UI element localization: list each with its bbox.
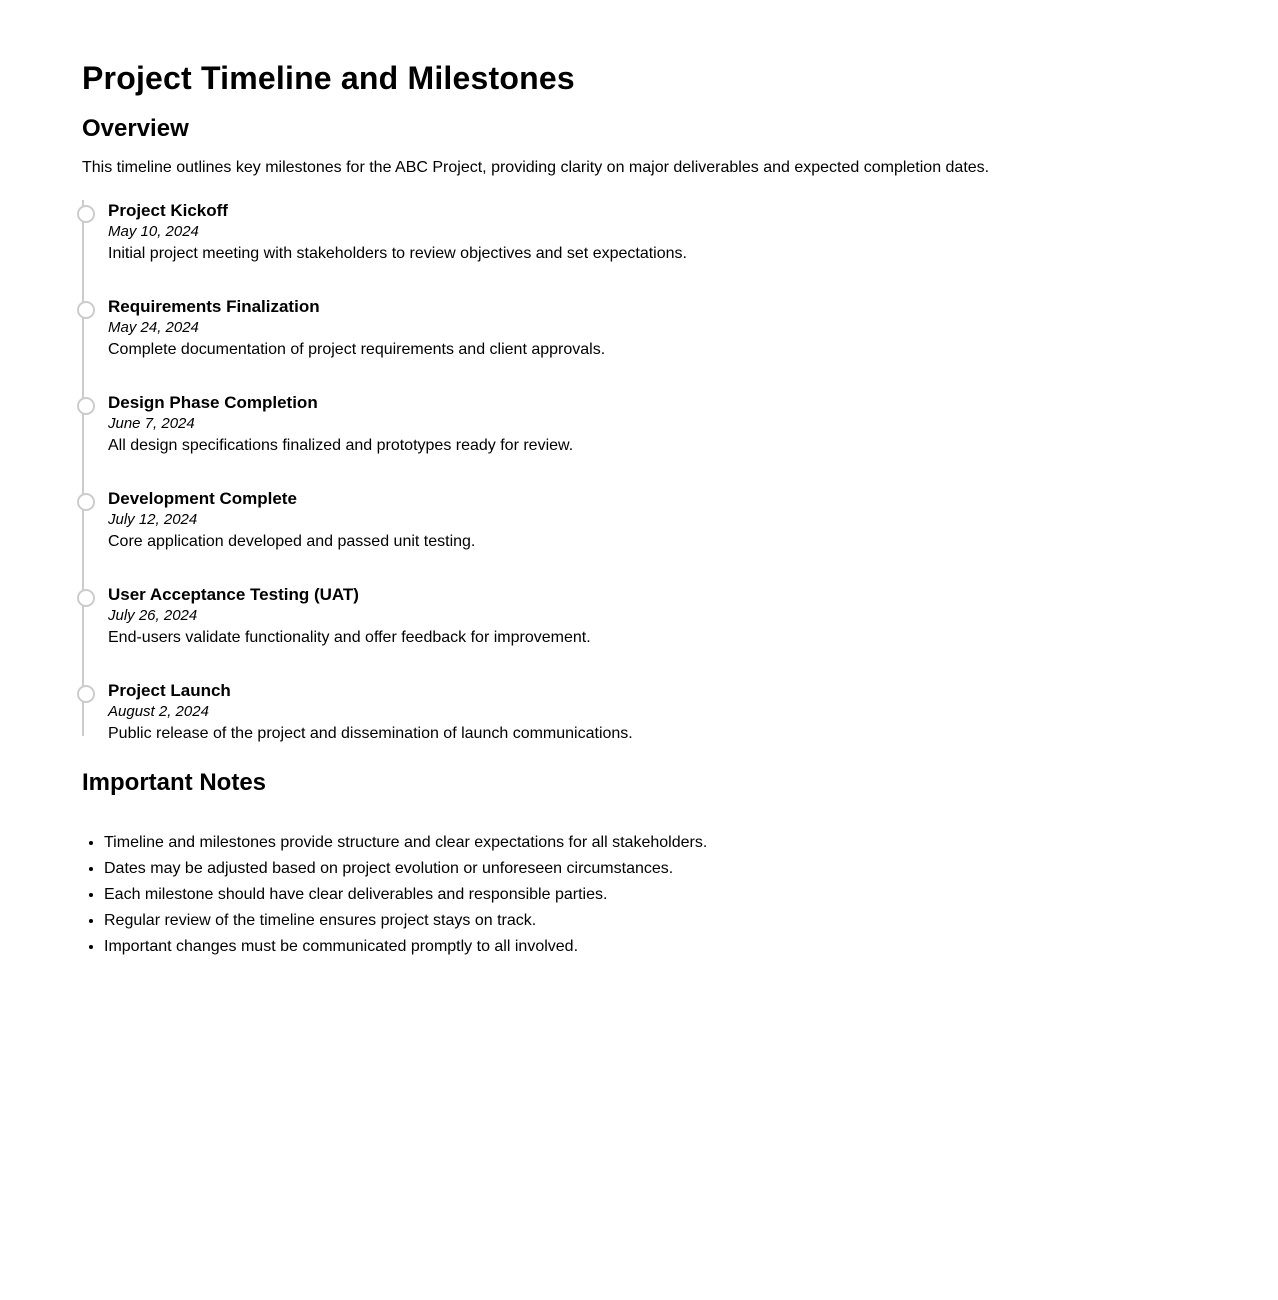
milestone-marker-icon [77, 493, 95, 511]
timeline [82, 200, 1082, 742]
milestone-description: Initial project meeting with stakeholders to review objectives and set expectations. [108, 245, 687, 262]
milestone-description: All design specifications finalized and prototypes ready for review. [108, 437, 574, 454]
milestone [82, 680, 1082, 742]
notes-list [82, 830, 1278, 960]
overview-text: This timeline outlines key milestones for the ABC Project, providing clarity on major deliverables and expected completion dates. [82, 159, 990, 176]
milestone-title: Project Launch [108, 681, 231, 700]
milestone-date: May 10, 2024 [108, 223, 199, 240]
milestone-date: May 24, 2024 [108, 319, 199, 336]
list-item: • Regular review of the timeline ensures project stays on track. [104, 908, 1278, 934]
milestone-title: Requirements Finalization [108, 297, 320, 316]
milestone [82, 584, 1082, 680]
milestone-date: July 12, 2024 [108, 511, 198, 528]
milestone-marker-icon [77, 397, 95, 415]
milestone-description: End-users validate functionality and offer feedback for improvement. [108, 629, 591, 646]
milestone-marker-icon [77, 205, 95, 223]
milestone-marker-icon [77, 301, 95, 319]
milestone-title: User Acceptance Testing (UAT) [108, 585, 359, 604]
milestone-date: August 2, 2024 [108, 703, 209, 720]
milestone-title: Project Kickoff [108, 201, 228, 220]
milestone [82, 488, 1082, 584]
overview-heading: Overview [82, 115, 189, 142]
milestone-marker-icon [77, 589, 95, 607]
milestone-date: July 26, 2024 [108, 607, 198, 624]
list-item: • Each milestone should have clear deliverables and responsible parties. [104, 882, 1278, 908]
list-item: • Dates may be adjusted based on project evolution or unforeseen circumstances. [104, 856, 1278, 882]
list-item: • Important changes must be communicated promptly to all involved. [104, 934, 1278, 960]
milestone-description: Core application developed and passed unit testing. [108, 533, 476, 550]
milestone-description: Complete documentation of project requirements and client approvals. [108, 341, 606, 358]
milestone [82, 296, 1082, 392]
milestone [82, 392, 1082, 488]
milestone-title: Development Complete [108, 489, 297, 508]
notes-heading: Important Notes [82, 769, 267, 796]
milestone-date: June 7, 2024 [108, 415, 195, 432]
milestone [82, 200, 1082, 296]
list-item: • Timeline and milestones provide structure and clear expectations for all stakeholders. [104, 830, 1278, 856]
milestone-title: Design Phase Completion [108, 393, 318, 412]
milestone-marker-icon [77, 685, 95, 703]
page-title: Project Timeline and Milestones [82, 60, 575, 96]
milestone-description: Public release of the project and dissemination of launch communications. [108, 725, 633, 742]
